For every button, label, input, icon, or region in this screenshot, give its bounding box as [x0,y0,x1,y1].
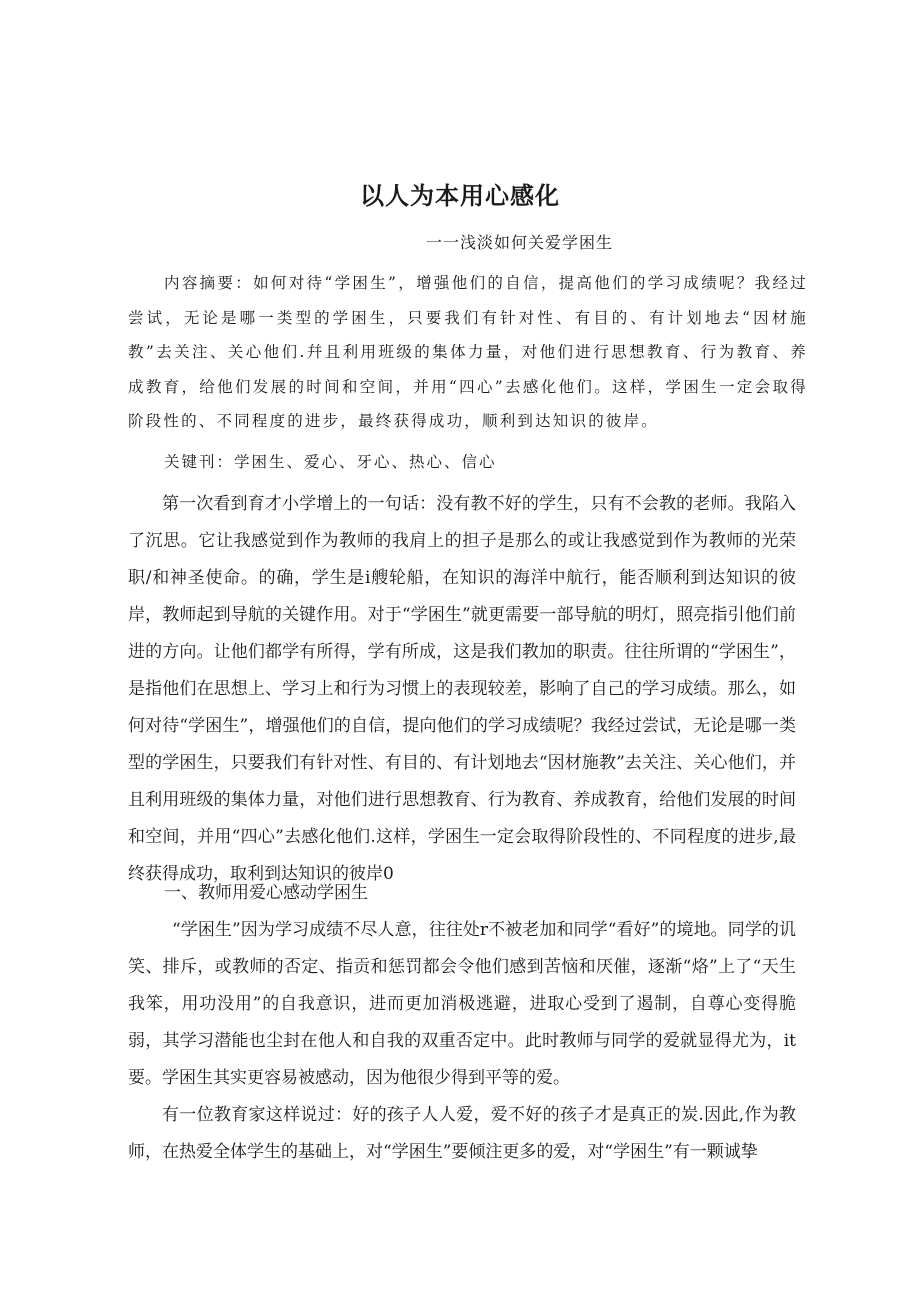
section-heading-1: 一、教师用爱心感动学困生 [164,883,368,903]
document-title: 以人为本用心感化 [360,182,560,210]
document-subtitle: 一一浅淡如何关爱学困生 [426,233,614,252]
abstract-paragraph: 内容摘要：如何对待“学困生”，增强他们的自信，提高他们的学习成绩呢？我经过尝试，无论是哪一类型的学困生，只要我们有针对性、有目的、有计划地去“因材施教”去关注、关心他们.幷且利用班级的集体力量，对他们进行思想教育、行为教育、养成教育，给他们发展的时间和空间，并用“四心”去感化他们。这样，学困生一定会取得阶段性的、不同程度的进步，最终获得成功，顺利到达知识的彼岸。 [128,274,808,430]
keywords-line: 关键刊：学困生、爱心、牙心、热心、信心 [164,453,497,471]
body-paragraph-intro: 第一次看到育才小学增上的一句话：没有教不好的学生，只有不会教的老师。我陷入了沉思。它让我感觉到作为教师的我肩上的担子是那么的或让我感觉到作为教师的光荣职/和神圣使命。的确，学生是i艘轮船，在知识的海洋中航行，能否顺利到达知识的彼岸，教师起到导航的关键作用。对于“学困生”就更需要一部导航的明灯，照亮指引他们前进的方向。让他们都学有所得，学有所成，这是我们教加的职责。往往所谓的“学困生”，是指他们在思想上、学习上和行为习惯上的表现较差，影响了自己的学习成绩。那么，如何对待“学困生”，增强他们的自信，提向他们的学习成绩呢？我经过尝试，无论是哪一类型的学困生，只要我们有针对性、有目的、有计划地去“因材施教”去关注、关心他们，并且利用班级的集体力量，对他们进行思想教育、行为教育、养成教育，给他们发展的时间和空间，并用“四心”去感化他们.这样，学困生一定会取得阶段性的、不同程度的进步,最终获得成功，取利到达知识的彼岸0 [128,494,796,884]
body-paragraph-section-1: “学困生”因为学习成绩不尽人意，往往处r不被老加和同学“看好”的境地。同学的讥笑、排斥，或教师的否定、指贡和惩罚都会令他们感到苦恼和厌催，逐渐“烙”上了“天生我笨，用功没用”的自我意识，进而更加消极逃避，进取心受到了遏制，自尊心变得脆弱，其学习潜能也尘封在他人和自我的双重否定中。此时教师与同学的爱就显得尤为，it要。学困生其实更容易被感动，因为他很少得到平等的爱。 [128,920,796,1088]
body-paragraph-educator-quote: 有一位教育家这样说过：好的孩子人人爱，爱不好的孩子才是真正的炭.因此,作为教师，在热爱全体学生的基础上，对“学困生”要倾注更多的爱，对“学困生”有一颗诚挚 [128,1105,796,1162]
